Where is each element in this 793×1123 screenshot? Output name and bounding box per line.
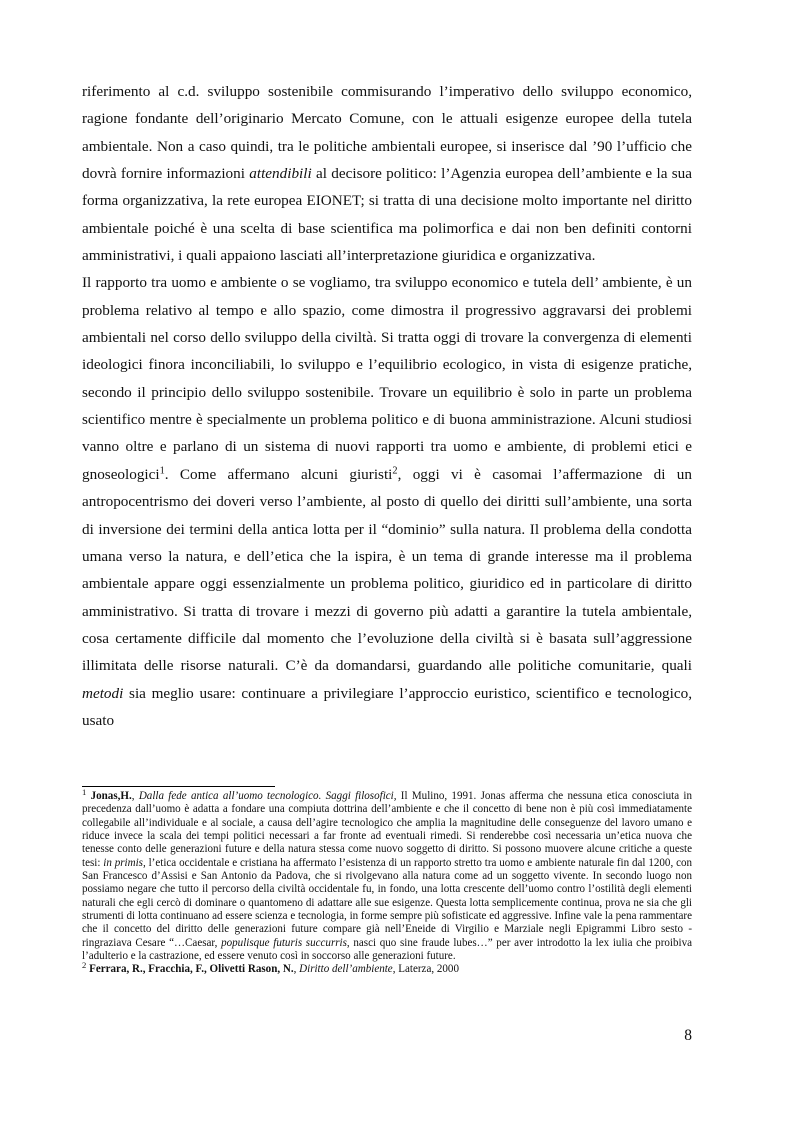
footnote-1-mark: 1 bbox=[82, 787, 87, 798]
footnote-2: $^2$ Ferrara, R., Fracchia, F., Olivetti Rason, N., Diritto dell’ambiente, Laterza, 2000 bbox=[82, 960, 459, 976]
footnote-1: $^1$ Jonas,H., Dalla fede antica all’uomo tecnologico. Saggi filosofici, Il Mulino, 1991. Jonas afferma che nessuna etica conosciuta in precedenza dall’uomo è adatta a fondare una compiuta dottrina dell’ambiente e che il concetto di bene non è più così immediatamente collegabile all’individuale e al sociale, a causa dell’agire tecnologico che amplia la magnitudine delle conseguenze del lavoro umano e riduce invece la scala dei tempi politici necessari a far fronte ad eventuali rimedi. Si renderebbe così necessaria un’etica nuova che tenesse conto delle generazioni future e della natura stessa come nuovo soggetto di diritto. Si possono muovere alcune critiche a queste tesi: in primis, l’etica occidentale e cristiana ha affermato l’esistenza di un rapporto stretto tra uomo e ambiente naturale fin dal 1200, con San Francesco d’Assisi e San Antonio da Padova, che si rivolgevano alla natura come ad un soggetto vivente. In secondo luogo non possiamo negare che tutto il percorso della civiltà occidentale fu, in fondo, una lotta crescente dell’uomo contro l’ostilità degli elementi naturali che egli cercò di dominare o quantomeno di adattare alle sue esigenze. Questa lotta semplicemente continua, prova ne sia che gli strumenti di lotta continuano ad essere scienza e tecnologia, in forme sempre più sofisticate ed aggressive. Infine vale la pena rammentare che il concetto del diritto delle generazioni future compare già nell’Eneide di Virgilio e Marziale negli Epigrammi Libro sesto - ringraziava Cesare “…Caesar, populisque futuris succurris, nasci quo sine fraude lubes…” per aver introdotto la lex iulia che proibiva l’adulterio e la castrazione, ed essere venuto così in soccorso alle generazioni future. bbox=[82, 787, 693, 963]
emphasis-attendibili: attendibili bbox=[249, 165, 312, 183]
footnote-2-title: Diritto dell’ambiente bbox=[299, 963, 393, 976]
footnote-1-author: Jonas,H. bbox=[90, 790, 132, 802]
footnote-1-title: Dalla fede antica all’uomo tecnologico. Saggi filosofici, bbox=[138, 790, 397, 802]
footnote-separator bbox=[82, 786, 275, 787]
emphasis-metodi: metodi bbox=[82, 684, 124, 702]
footnote-2-author: Ferrara, R., Fracchia, F., Olivetti Rason, N. bbox=[89, 963, 294, 976]
paragraph-2: Il rapporto tra uomo e ambiente o se vogliamo, tra sviluppo economico e tutela dell’ ambiente, è un problema relativo al tempo e allo spazio, come dimostra il progressivo aggravarsi dei problemi ambientali nel corso dello sviluppo della civiltà. Si tratta oggi di trovare la convergenza di elementi ideologici finora inconciliabili, lo sviluppo e l’equilibrio ecologico, in vista di esigenze pratiche, secondo il principio dello sviluppo sostenibile. Trovare un equilibrio è solo in parte un problema scientifico mentre è specialmente un problema politico e di buona amministrazione. Alcuni studiosi vanno oltre e parlano di un sistema di nuovi rapporti tra uomo e ambiente, di problemi etici e gnoseologici$^1$. Come affermano alcuni giuristi$^2$, oggi vi è casomai l’affermazione di un antropocentrismo dei doveri verso l’ambiente, al posto di quello dei diritti sull’ambiente, una sorta di inversione dei termini della antica lotta per il “dominio” sulla natura. Il problema della condotta umana verso la natura, e dell’etica che la ispira, è un tema di grande interesse ma il problema ambientale appare oggi essenzialmente un problema politico, giuridico ed in particolare di diritto amministrativo. Si tratta di trovare i mezzi di governo più adatti a garantire la tutela ambientale, cosa certamente difficile dal momento che l’evoluzione della civiltà si è basata sull’aggressione illimitata delle risorse naturali. C’è da domandarsi, guardando alle politiche comunitarie, quali metodi sia meglio usare: continuare a privilegiare l’approccio euristico, scientifico e tecnologico, usato bbox=[82, 274, 692, 729]
body-text bbox=[82, 78, 692, 734]
footnote-ref-2[interactable]: 2 bbox=[392, 465, 398, 477]
footnote-2-mark: 2 bbox=[82, 960, 87, 971]
paragraph-1: riferimento al c.d. sviluppo sostenibile commisurando l’imperativo dello sviluppo economico, ragione fondante dell’originario Mercato Comune, con le attuali esigenze europee della tutela ambientale. Non a caso quindi, tra le politiche ambientali europee, si inserisce dal ’90 l’ufficio che dovrà fornire informazioni attendibili al decisore politico: l’Agenzia europea dell’ambiente e la sua forma organizzativa, la rete europea EIONET; si tratta di una decisione molto importante nel diritto ambientale poiché è una scelta di base scientifica ma polimorfica e dai non ben definiti contorni amministrativi, i quali appaiono lasciati all’interpretazione giuridica e organizzativa. bbox=[82, 83, 692, 265]
footnote-ref-1[interactable]: 1 bbox=[159, 465, 165, 477]
footnotes bbox=[82, 787, 693, 977]
page-number: 8 bbox=[684, 1027, 692, 1044]
